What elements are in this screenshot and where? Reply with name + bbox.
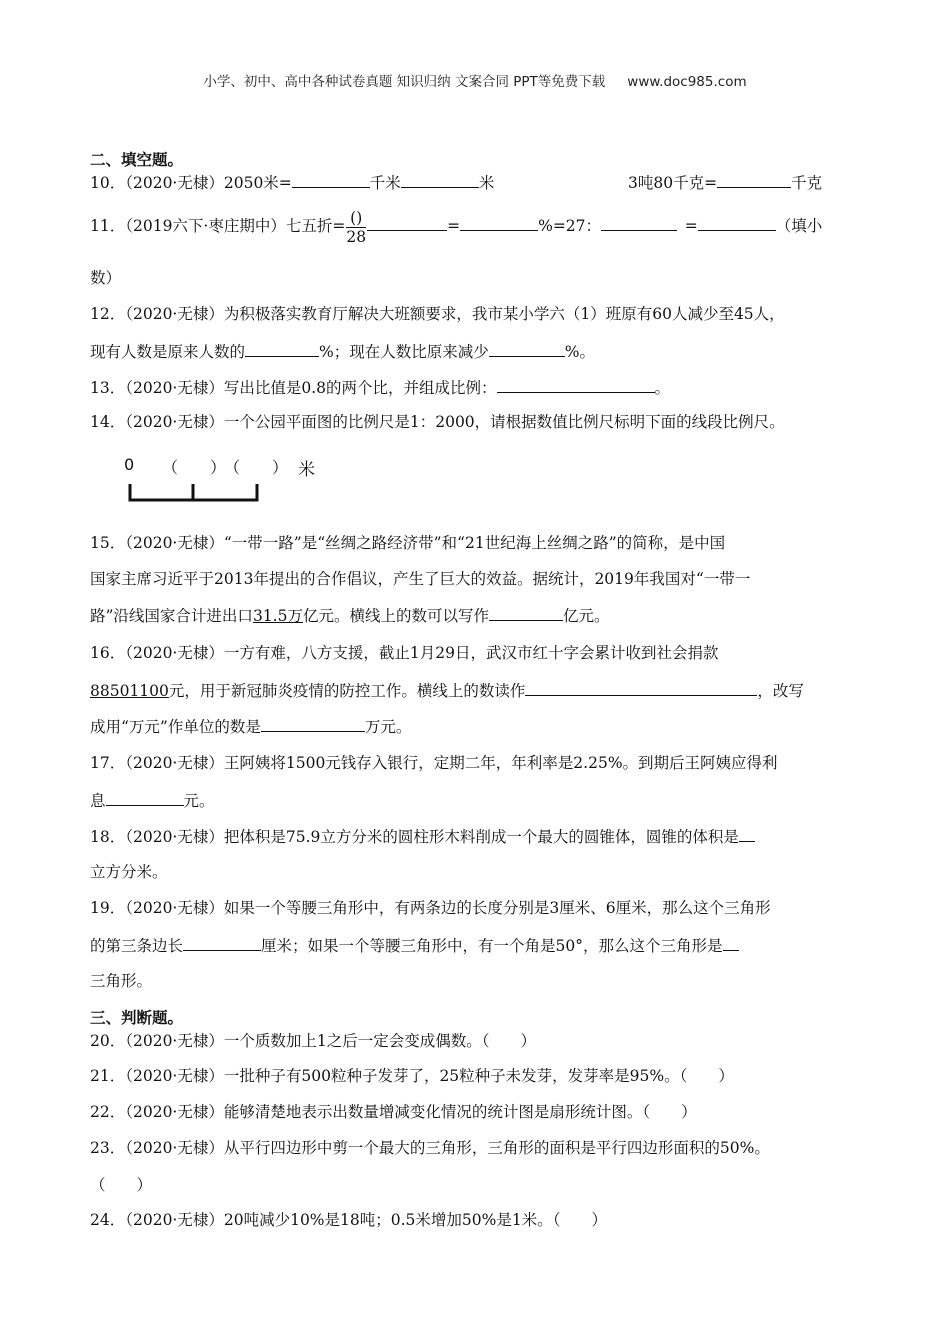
q24-text: 20吨减少10%是18吨；0.5米增加50%是1米。（ ） (223, 1211, 607, 1229)
question-17 (90, 753, 778, 773)
q14-text-a: 一个公园平面图的比例尺是1：2000，请根据数值比例尺标明下面的线段比例尺。 (223, 413, 785, 431)
q11-fraction (346, 209, 366, 246)
q18-source: （2020·无棣） (125, 828, 224, 846)
q18-blank[interactable] (739, 826, 755, 842)
question-16 (90, 643, 718, 663)
scale-bar-figure (120, 452, 360, 512)
header-url[interactable]: www.doc985.com (627, 74, 747, 90)
q16-blank-2[interactable] (261, 716, 365, 732)
q16-text-e: 万元。 (364, 718, 412, 736)
q10-source: （2020·无棣） (125, 174, 224, 192)
question-14 (90, 412, 785, 432)
q22-text: 能够清楚地表示出数量增减变化情况的统计图是扇形统计图。（ ） (223, 1103, 697, 1121)
q12-text-a: 现有人数是原来人数的 (90, 343, 246, 361)
q24-source: （2020·无棣） (125, 1211, 224, 1229)
q15-line-3 (90, 605, 609, 626)
q24-number: 24． (90, 1211, 126, 1229)
q23-text: 从平行四边形中剪一个最大的三角形，三角形的面积是平行四边形面积的50%。 (223, 1139, 770, 1157)
q10-number: 10． (90, 174, 126, 192)
question-24 (90, 1210, 607, 1230)
q16-text-b: 元，用于新冠肺炎疫情的防控工作。横线上的数读作 (168, 682, 526, 700)
q11-text-d: = (684, 217, 698, 235)
question-15 (90, 533, 725, 553)
q21-text: 一批种子有500粒种子发芽了，25粒种子未发芽，发芽率是95%。（ ） (223, 1067, 734, 1085)
q19-blank-1[interactable] (183, 935, 261, 951)
q12-line-1: 为积极落实教育厅解决大班额要求，我市某小学六（1）班原有60人减少至45人， (223, 305, 785, 323)
q10-text-e: 千克 (791, 174, 823, 192)
q16-line-2 (90, 680, 804, 701)
q11-continuation: 数） (90, 269, 122, 287)
q10-blank-3[interactable] (717, 172, 791, 188)
q19-source: （2020·无棣） (125, 899, 224, 917)
q11-text-c: %=27： (538, 217, 602, 235)
q16-underlined-number: 88501100 (90, 682, 169, 700)
q16-blank-1[interactable] (525, 680, 757, 696)
scale-blank-1[interactable]: （ ） (162, 458, 227, 477)
scale-blank-2[interactable]: （ ） (224, 458, 289, 477)
question-22 (90, 1102, 697, 1122)
q22-source: （2020·无棣） (125, 1103, 224, 1121)
q21-number: 21． (90, 1067, 126, 1085)
q16-line-3 (90, 716, 411, 737)
q16-text-d: 成用“万元”作单位的数是 (90, 718, 261, 736)
scale-unit-label: 米 (298, 460, 315, 480)
q12-blank-2[interactable] (489, 341, 565, 357)
scale-bar-line (120, 480, 270, 504)
q17-number: 17． (90, 754, 126, 772)
q17-blank[interactable] (106, 790, 184, 806)
q10-text-a: 2050米= (223, 174, 292, 192)
q12-blank-1[interactable] (245, 341, 319, 357)
q13-source: （2020·无棣） (125, 379, 224, 397)
q16-line-1: 一方有难，八方支援，截止1月29日，武汉市红十字会累计收到社会捐款 (223, 644, 719, 662)
q11-text-b: = (447, 217, 461, 235)
q13-text-a: 写出比值是0.8的两个比，并组成比例： (223, 379, 497, 397)
question-23 (90, 1138, 770, 1158)
question-13 (90, 377, 670, 398)
q10-text-d: 3吨80千克= (628, 174, 718, 192)
q15-line-1: “一带一路”是“丝绸之路经济带”和“21世纪海上丝绸之路”的简称，是中国 (223, 534, 726, 552)
q11-blank-1[interactable] (367, 215, 447, 231)
q11-fraction-numerator: () (346, 209, 366, 228)
q11-blank-4[interactable] (698, 215, 776, 231)
header-text: 小学、初中、高中各种试卷真题 知识归纳 文案合同 PPT等免费下载 (203, 74, 606, 90)
q19-line-3: 三角形。 (90, 972, 153, 990)
q16-number: 16． (90, 644, 126, 662)
q11-blank-2[interactable] (460, 215, 538, 231)
q12-text-c: %。 (564, 343, 595, 361)
q15-line-2: 国家主席习近平于2013年提出的合作倡议，产生了巨大的效益。据统计，2019年我国对“一带一 (90, 570, 751, 588)
section-title-true-false: 三、判断题。 (90, 1009, 184, 1027)
section-title-fill-blank: 二、填空题。 (90, 151, 184, 169)
q11-text-a: 七五折= (285, 217, 346, 235)
q11-fraction-denominator: 28 (346, 227, 367, 246)
question-11 (90, 204, 822, 248)
q20-number: 20． (90, 1032, 126, 1050)
q10-text-c: 米 (478, 174, 495, 192)
q15-number: 15． (90, 534, 126, 552)
q15-source: （2020·无棣） (125, 534, 224, 552)
q11-source: （2019六下·枣庄期中） (125, 217, 286, 235)
question-10-part2 (628, 172, 822, 193)
q17-source: （2020·无棣） (125, 754, 224, 772)
q16-text-c: ，改写 (757, 682, 804, 700)
q17-line-2 (90, 790, 215, 811)
q13-text-b: 。 (654, 379, 671, 397)
q20-source: （2020·无棣） (125, 1032, 224, 1050)
scale-zero-label: 0 (124, 455, 135, 474)
q19-line-2 (90, 935, 739, 956)
q18-number: 18． (90, 828, 126, 846)
q14-number: 14． (90, 413, 126, 431)
q10-blank-1[interactable] (292, 172, 370, 188)
q19-text-b: 厘米；如果一个等腰三角形中，有一个角是50°，那么这个三角形是 (261, 937, 723, 955)
q17-text-b: 元。 (183, 792, 215, 810)
q18-line-2: 立方分米。 (90, 863, 168, 881)
q15-underlined-number: 31.5万 (252, 607, 303, 625)
q16-source: （2020·无棣） (125, 644, 224, 662)
q10-text-b: 千米 (369, 174, 401, 192)
page-header (0, 70, 950, 90)
question-21 (90, 1066, 734, 1086)
q19-number: 19． (90, 899, 126, 917)
q12-source: （2020·无棣） (125, 305, 224, 323)
question-18 (90, 826, 755, 847)
q14-source: （2020·无棣） (125, 413, 224, 431)
q13-blank[interactable] (497, 377, 655, 393)
q12-number: 12． (90, 305, 126, 323)
q15-text-a: 路”沿线国家合计进出口 (90, 607, 253, 625)
q15-text-c: 亿元。横线上的数可以写作 (302, 607, 489, 625)
q12-line-2 (90, 341, 595, 362)
q11-blank-3[interactable] (601, 215, 677, 231)
q21-source: （2020·无棣） (125, 1067, 224, 1085)
question-12 (90, 304, 785, 324)
q20-text: 一个质数加上1之后一定会变成偶数。（ ） (223, 1032, 536, 1050)
q17-line-1: 王阿姨将1500元钱存入银行，定期二年，年利率是2.25%。到期后王阿姨应得利 (223, 754, 778, 772)
q12-text-b: %；现在人数比原来减少 (319, 343, 489, 361)
q10-blank-2[interactable] (401, 172, 479, 188)
q11-number: 11． (90, 217, 126, 235)
q18-line-1: 把体积是75.9立方分米的圆柱形木料削成一个最大的圆锥体，圆锥的体积是 (223, 828, 739, 846)
q23-answer-paren[interactable]: （ ） (90, 1176, 153, 1194)
q19-text-a: 的第三条边长 (90, 937, 184, 955)
q19-line-1: 如果一个等腰三角形中，有两条边的长度分别是3厘米、6厘米，那么这个三角形 (223, 899, 771, 917)
q23-source: （2020·无棣） (125, 1139, 224, 1157)
q15-blank[interactable] (489, 605, 563, 621)
q19-blank-2[interactable] (723, 935, 739, 951)
q17-text-a: 息 (90, 792, 106, 810)
question-20 (90, 1031, 536, 1051)
q15-text-d: 亿元。 (562, 607, 610, 625)
q23-number: 23． (90, 1139, 126, 1157)
question-19 (90, 898, 771, 918)
q22-number: 22． (90, 1103, 126, 1121)
question-10 (90, 172, 494, 193)
q11-text-e: （填小 (775, 217, 823, 235)
q13-number: 13． (90, 379, 126, 397)
